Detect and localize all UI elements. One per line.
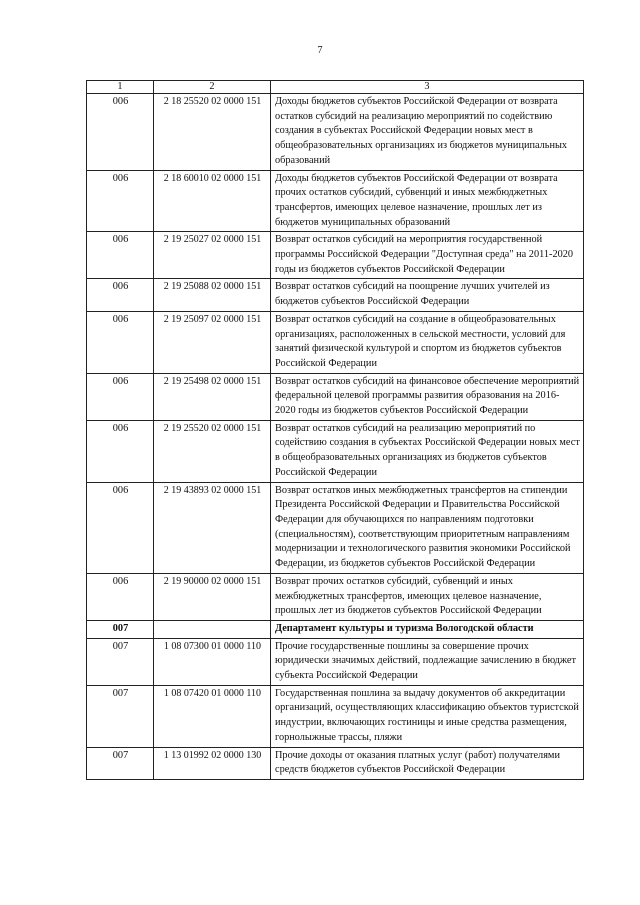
admin-code-cell: 006 — [87, 170, 154, 232]
revenue-code-cell: 1 13 01992 02 0000 130 — [154, 747, 271, 779]
revenue-description-cell: Возврат остатков субсидий на реализацию мероприятий по содействию создания в субъектах Российской Федерации новых мест в общеобразовательных организациях из бюджетов субъектов Российской Федерации — [271, 420, 584, 482]
revenue-code-cell: 2 19 25097 02 0000 151 — [154, 311, 271, 373]
table-row — [87, 482, 584, 573]
table-header-row — [87, 81, 584, 94]
revenue-code-cell: 2 19 25520 02 0000 151 — [154, 420, 271, 482]
revenue-description-cell: Департамент культуры и туризма Вологодской области — [271, 620, 584, 638]
admin-code-cell: 006 — [87, 373, 154, 420]
table-row — [87, 170, 584, 232]
table-row — [87, 620, 584, 638]
revenue-code-cell: 2 19 90000 02 0000 151 — [154, 573, 271, 620]
table-row — [87, 232, 584, 279]
revenue-code-cell: 2 19 25027 02 0000 151 — [154, 232, 271, 279]
admin-code-cell: 006 — [87, 311, 154, 373]
revenue-description-cell: Возврат остатков субсидий на финансовое обеспечение мероприятий федеральной целевой программы развития образования на 2016-2020 годы из бюджетов субъектов Российской Федерации — [271, 373, 584, 420]
revenue-description-cell: Возврат остатков субсидий на поощрение лучших учителей из бюджетов субъектов Российской Федерации — [271, 279, 584, 311]
revenue-description-cell: Прочие государственные пошлины за совершение прочих юридически значимых действий, подлежащие зачислению в бюджет субъекта Российской Федерации — [271, 638, 584, 685]
budget-classification-table — [86, 80, 584, 780]
table-row — [87, 420, 584, 482]
admin-code-cell: 006 — [87, 420, 154, 482]
table-row — [87, 279, 584, 311]
table-row — [87, 638, 584, 685]
table-row — [87, 573, 584, 620]
revenue-code-cell: 1 08 07420 01 0000 110 — [154, 685, 271, 747]
header-cell-3: 3 — [271, 81, 584, 94]
revenue-description-cell: Возврат остатков субсидий на мероприятия государственной программы Российской Федерации "Доступная среда" на 2011-2020 годы из бюджетов субъектов Российской Федерации — [271, 232, 584, 279]
revenue-description-cell: Доходы бюджетов субъектов Российской Федерации от возврата остатков субсидий на реализацию мероприятий по содействию создания в субъектах Российской Федерации новых мест в общеобразовательных организациях из бюджетов муниципальных образований — [271, 94, 584, 171]
revenue-description-cell: Возврат остатков субсидий на создание в общеобразовательных организациях, расположенных в сельской местности, условий для занятий физической культурой и спортом из бюджетов субъектов Российской Федерации — [271, 311, 584, 373]
admin-code-cell: 007 — [87, 638, 154, 685]
revenue-description-cell: Государственная пошлина за выдачу документов об аккредитации организаций, осуществляющих классификацию объектов туристской индустрии, включающих гостиницы и иные средства размещения, горнолыжные трассы, пляжи — [271, 685, 584, 747]
admin-code-cell: 007 — [87, 685, 154, 747]
table-body — [87, 81, 584, 780]
revenue-code-cell — [154, 620, 271, 638]
revenue-description-cell: Возврат остатков иных межбюджетных трансфертов на стипендии Президента Российской Федерации и Правительства Российской Федерации для обучающихся по направлениям подготовки (специальностям), соответствующим приоритетным направлениям модернизации и технологического развития экономики Российской Федерации, из бюджетов субъектов Российской Федерации — [271, 482, 584, 573]
admin-code-cell: 006 — [87, 279, 154, 311]
revenue-description-cell: Возврат прочих остатков субсидий, субвенций и иных межбюджетных трансфертов, имеющих целевое назначение, прошлых лет из бюджетов субъектов Российской Федерации — [271, 573, 584, 620]
header-cell-2: 2 — [154, 81, 271, 94]
table-row — [87, 373, 584, 420]
table-row — [87, 747, 584, 779]
admin-code-cell: 006 — [87, 94, 154, 171]
admin-code-cell: 006 — [87, 232, 154, 279]
admin-code-cell: 007 — [87, 620, 154, 638]
revenue-code-cell: 1 08 07300 01 0000 110 — [154, 638, 271, 685]
revenue-code-cell: 2 19 25498 02 0000 151 — [154, 373, 271, 420]
revenue-description-cell: Доходы бюджетов субъектов Российской Федерации от возврата прочих остатков субсидий, субвенций и иных межбюджетных трансфертов, имеющих целевое назначение, прошлых лет из бюджетов муниципальных образований — [271, 170, 584, 232]
revenue-description-cell: Прочие доходы от оказания платных услуг (работ) получателями средств бюджетов субъектов Российской Федерации — [271, 747, 584, 779]
revenue-code-cell: 2 19 25088 02 0000 151 — [154, 279, 271, 311]
page-number: 7 — [317, 45, 323, 56]
header-cell-1: 1 — [87, 81, 154, 94]
revenue-code-cell: 2 18 60010 02 0000 151 — [154, 170, 271, 232]
admin-code-cell: 006 — [87, 482, 154, 573]
revenue-code-cell: 2 19 43893 02 0000 151 — [154, 482, 271, 573]
table-row — [87, 94, 584, 171]
revenue-code-cell: 2 18 25520 02 0000 151 — [154, 94, 271, 171]
table-row — [87, 311, 584, 373]
admin-code-cell: 007 — [87, 747, 154, 779]
admin-code-cell: 006 — [87, 573, 154, 620]
table-row — [87, 685, 584, 747]
